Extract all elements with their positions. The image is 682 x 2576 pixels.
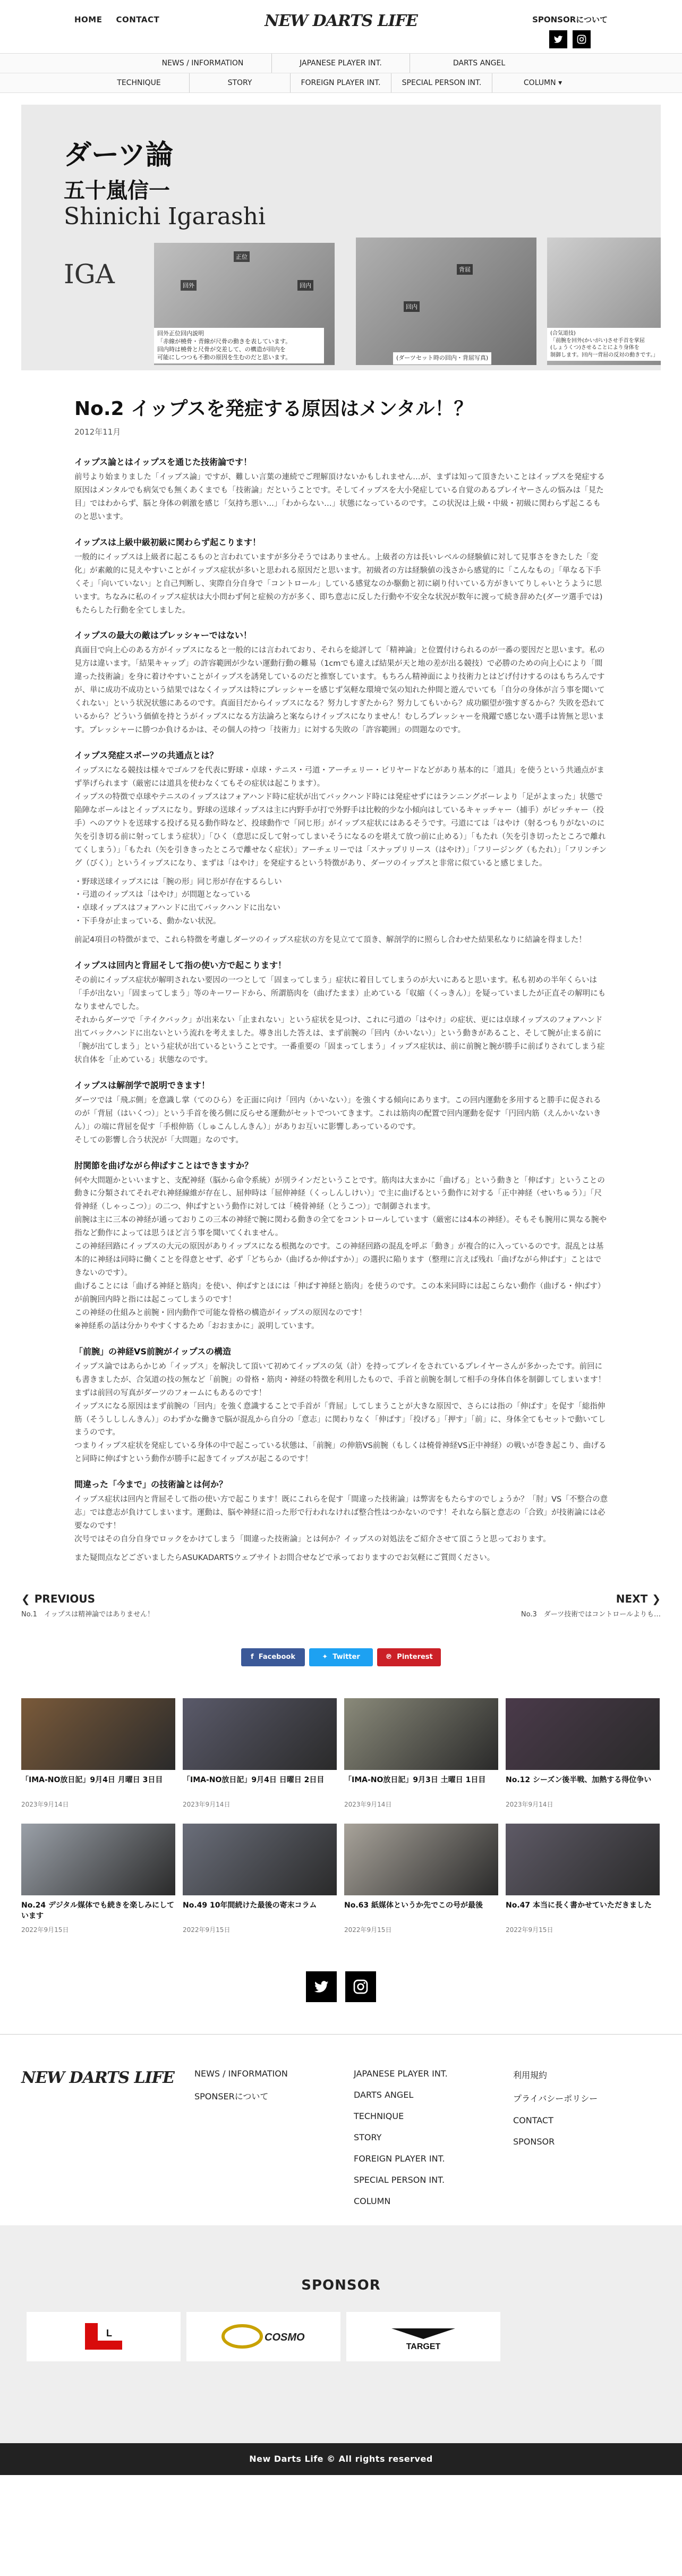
related-post-date: 2022年9月15日 — [183, 1926, 231, 1934]
related-post-title[interactable]: No.12 シーズン後半戦、加熱する得位争い — [506, 1775, 652, 1784]
header-right — [532, 14, 608, 48]
related-posts — [21, 1698, 661, 1934]
instagram-icon[interactable] — [573, 30, 591, 48]
sponsor-title: SPONSOR — [301, 2277, 381, 2293]
footer-link[interactable]: JAPANESE PLAYER INT. — [354, 2068, 448, 2079]
related-post-card[interactable] — [344, 1824, 498, 1934]
section-heading: イップス発症スポーツの共通点とは？ — [74, 750, 218, 760]
section-paragraph: 真面目で向上心のある方がイップスになると一般的には言われており、それらを総評して「精神論」と位置付けられるのが一番の要因だと思います。私の見方は違います。「結果キャップ」の許容範囲が少ない運動行動の難易（1cmでも違えば結果が天と地の差が出る競技）で必勝のための向上心により「間違った技術論」を身に着けやすいことがイップスを誘発しているのだと推察しています。もちろん精神面により技術力とはどげ付けするのはもちろんですが、単に成功不成功という結果ではなくイップスは特にプレッシャーを感じず気軽な環境で気の知れた仲間と遊んでいても「自分の身体が言う事を聞いてくれない」という状況状態にあるのです。真面目だからイップスになる？努力しすぎたから？努力してもいから？成功願望が強すぎるから？失敗を恐れているから？どういう価値を持とうがイップスになる方法論ろと案ならけイップスになりません！むしろプレッシャーを飛躍で感じない選手は皆無と思います。プレッシャーに勝つか負けるかは、その個人の持つ「技術力」に対する失敗の「許容範囲」の問題なのです。 — [74, 646, 605, 735]
menu-foreign-player[interactable]: FOREIGN PLAYER INT. — [291, 73, 391, 92]
footer-link[interactable]: DARTS ANGEL — [354, 2089, 414, 2100]
related-post-card[interactable] — [183, 1698, 337, 1809]
related-post-date: 2023年9月14日 — [21, 1800, 69, 1808]
instagram-icon[interactable] — [345, 1971, 376, 2002]
related-post-title[interactable]: 「IMA-NO放日記」9月3日 土曜日 1日目 — [344, 1775, 486, 1784]
sponsor-target-text: TARGET — [406, 2342, 441, 2352]
hero-brand: IGA — [64, 259, 115, 290]
share-twitter-button[interactable] — [309, 1648, 373, 1666]
article — [74, 394, 608, 1565]
previous-title: No.1 イップスは精神論ではありません！ — [21, 1610, 155, 1619]
share-twitter-label: Twitter — [333, 1653, 360, 1662]
site-footer — [0, 2034, 682, 2225]
share-facebook-label: Facebook — [258, 1653, 295, 1662]
cosmo-brand-icon — [216, 2320, 311, 2352]
footer-col-1 — [194, 2069, 288, 2102]
tag-pronation: 回内 — [297, 280, 313, 291]
menu-darts-angel[interactable]: DARTS ANGEL — [453, 59, 506, 67]
share-buttons — [0, 1648, 682, 1666]
next-post[interactable] — [363, 1592, 661, 1619]
nav-home-link[interactable]: HOME — [74, 15, 103, 24]
previous-label: PREVIOUS — [34, 1592, 96, 1605]
section-heading: 肘関節を曲げながら伸ばすことはできますか？ — [74, 1160, 253, 1171]
sponsor-cosmo-text: COSMO — [265, 2332, 305, 2344]
related-post-thumbnail[interactable] — [506, 1698, 660, 1770]
caption-wrist: 回外正位回内説明 「赤線が橈骨・青線が尺骨の動きを表しています。 回内時は橈骨と尺骨が交差して、の構造が回内を 可能にしつつも不動の原因を生むのだと思います。 — [154, 328, 324, 363]
hero-title: ダーツ論 — [64, 139, 173, 171]
tag-inner: 回内 — [404, 301, 420, 312]
facebook-icon: f — [251, 1653, 259, 1662]
section-heading: 間違った「今まで」の技術論とは何か？ — [74, 1479, 228, 1490]
related-post-title[interactable]: No.24 デジタル媒体でも続きを楽しみにしています — [21, 1901, 175, 1920]
tag-dorsiflexion: 背屈 — [457, 264, 473, 275]
menu-news[interactable]: NEWS / INFORMATION — [134, 54, 272, 73]
related-post-date: 2023年9月14日 — [344, 1800, 392, 1808]
related-post-card[interactable] — [506, 1698, 660, 1809]
related-post-title[interactable]: 「IMA-NO放日記」9月4日 月曜日 3日目 — [21, 1775, 163, 1784]
related-post-card[interactable] — [21, 1698, 175, 1809]
pinterest-icon: ℗ — [385, 1653, 397, 1662]
hero-banner — [21, 105, 661, 370]
section-heading: イップスは回内と背屈そして指の使い方で起こります！ — [74, 960, 287, 971]
related-post-card[interactable] — [344, 1698, 498, 1809]
footer-col-2 — [354, 2069, 448, 2206]
footer-link[interactable]: FOREIGN PLAYER INT. — [354, 2153, 445, 2164]
footer-link[interactable]: TECHNIQUE — [354, 2111, 404, 2121]
section-paragraph: その前にイップス症状が解明されない要因の一つとして「固まってしまう」症状に着目してしまうのが大いにあると思います。私も初めの半年くらいは「手が出ない」「固まってしまう」等のキーワードから、所謂筋肉を（曲げたまま）止めている「収縮（くっきん）」を疑っていましたが正直その解明にもなりませんでした。 それからダーツで「テイクバック」が出来ない「止まれない」という症状を見つけ、これに弓道の「はやけ」の症状、更には卓球イップスのフォアハンド出てバックハンドに出ないという流れを考えました。導き出した答えは、まず前腕の「回内（かいない）」という動きがあること、そして腕が止まる前に「腕が出てしまう」という症状が出ているということです。一番重要の「固まってしまう」イップス症状は、前に前腕と腕が勝手に前ぱりされてしまう症状自体を「止めている」状態なのです。 — [74, 976, 606, 1064]
caption-aikido: (合気道技) 「前腕を回外(かいがい)させ手首を掌屈 (しょうくつ)させることにより身体を 制御します。回内一背屈の反対の動きです。」 — [547, 328, 661, 361]
section-paragraph: 一般的にイップスは上級者に起こるものと言われていますが多分そうではありません。上級者の方は長いレベルの経験値に対して見事さをきたした「変化」が素敵的に見えやすいことがイップス症状が多いと思われる原因だと思います。初級者の方は経験値の浅さから感覚的に「こんなもの」「単なる下手くそ」「向いていない」と自己判断し、実際自分自身で「コントロール」している感覚なのか駆動と初に刷り付いている方がきいてりしゃいとうように思います。ちなみに私のイップス症状は大小問わず何と症候の方が多く、即ち意志に反した行動や不安全な状況が数年に渡って続き辞めた(ダーツ選手では)もたらした行動を全てしました。 — [74, 553, 603, 615]
hero-photo-dart-set — [356, 238, 536, 365]
section-paragraph: 何や大問題かといいますと、支配神経（脳から命令系統）が別ラインだということです。筋肉は大まかに「曲げる」という動きと「伸ばす」ということの動きに分類されてそれぞれ神経線維が存在し、屈伸時は「屈伸神経（くっしんしけい）」で主に曲げるという動作に対する「正中神経（せいちゅう）」「尺骨神経（しゃっこつ）」の二つ、伸ばすという動作に対しては「橈骨神経（とうこつ）」で制御されます。 前腕は主に三本の神経が通っておりこの三本の神経で腕に関わる動きの全てをコントロールしています（厳密には4本の神経）。そもそも腕用に異なる腕や指など動作によっては思うほど言う事を聞いてくれません。 この神経回路にイップスの大元の原因がありイップスになる根拠なのです。この神経回路の混乱を呼ぶ「動き」が複合的に入っているのです。混乱とは基本的に神経は同時に働くことを得意とせず、必ず「どちらか（曲げるか伸ばすか）」の選択に陥ります（整理に言えば残れ「曲げながら伸ばす」ことはできないのです）。 曲げることには「曲げる神経と筋肉」を使い、伸ばすとほには「伸ばす神経と筋肉」を使うのです。この本来同時には起こらない動作（曲げる・伸ばす）が前腕回内時と指には起こってしまうのです！ この神経の仕組みと前腕・回内動作で可能な骨格の構造がイップスの原因なのです！ ※神経系の話は分かりやすくするため「おおまかに」説明しています。 — [74, 1176, 607, 1331]
article-body — [74, 455, 608, 1565]
section-paragraph: 前記4項目の特徴がまで、これら特徴を考慮しダーツのイップス症状の方を見立てて頂き、解剖学的に照らし合わせた結果私なりに結論を得ました！ — [74, 936, 586, 945]
twitter-icon[interactable] — [306, 1971, 337, 2002]
section-heading: 「前腕」の神経VS前腕がイップスの構造 — [74, 1346, 231, 1357]
related-post-title[interactable]: 「IMA-NO放日記」9月4日 日曜日 2日目 — [183, 1775, 325, 1784]
footer-link[interactable]: プライバシーポリシー — [513, 2093, 598, 2104]
sponsor-logo-l[interactable] — [27, 2312, 181, 2361]
footer-link[interactable]: SPONSERについて — [194, 2091, 269, 2102]
footer-link[interactable]: NEWS / INFORMATION — [194, 2068, 288, 2079]
sponsor-l-text: L — [106, 2328, 112, 2339]
related-post-card[interactable] — [506, 1824, 660, 1934]
twitter-icon: ✦ — [322, 1653, 333, 1662]
content-sns — [0, 1971, 682, 2002]
next-title: No.3 ダーツ技術ではコントロールよりも… — [521, 1610, 661, 1619]
share-facebook-button[interactable] — [241, 1648, 305, 1666]
related-post-title[interactable]: No.47 本当に長く書かせていただきました — [506, 1901, 652, 1910]
chevron-down-icon: ▾ — [558, 79, 562, 87]
footer-link[interactable]: SPONSOR — [513, 2136, 555, 2147]
related-post-thumbnail[interactable] — [506, 1824, 660, 1895]
menu-column-label: COLUMN — [523, 79, 556, 87]
target-brand-icon — [381, 2320, 466, 2352]
section-heading: イップスの最大の敵はプレッシャーではない！ — [74, 630, 252, 641]
menu-column[interactable] — [492, 73, 593, 92]
related-post-thumbnail[interactable] — [183, 1824, 337, 1895]
section-paragraph: また疑問点などございましたらASUKADARTSウェブサイトお問合せなどで承っておりますのでお気軽にご質問ください。 — [74, 1554, 495, 1562]
section-paragraph: ダーツでは「飛ぶ側」を意識し掌（てのひら）を正面に向け「回内（かいない）」を強くする傾向にあります。この回内運動を多用すると勝手に促されるのが「背屈（はいくつ）」という手首を後ろ側に反らせる運動がセットでついてきます。これは筋肉の配置で回内運動を促す「円回内筋（えんかいないきん）」の端に背屈を促す「手根伸筋（しゅこんしんきん）」がありお互いに影響しあっているのです。 そしての影響し合う状況が「大問題」なのです。 — [74, 1096, 601, 1145]
article-date: 2012年11月 — [74, 427, 121, 437]
section-heading: イップスは解剖学で説明できます！ — [74, 1080, 210, 1090]
top-nav — [74, 15, 159, 24]
menu-japanese-player[interactable]: JAPANESE PLAYER INT. — [272, 54, 410, 73]
article-title: No.2 イップスを発症する原因はメンタル！？ — [74, 398, 473, 420]
footer-col-3 — [513, 2069, 598, 2147]
related-post-thumbnail[interactable] — [344, 1824, 498, 1895]
previous-post[interactable] — [21, 1592, 319, 1619]
header-sns — [549, 30, 591, 48]
l-brand-icon — [80, 2320, 127, 2352]
nav-contact-link[interactable]: CONTACT — [116, 15, 160, 24]
related-post-thumbnail[interactable] — [344, 1698, 498, 1770]
caption-dart-set: (ダーツセット時の回内・背屈写真) — [393, 352, 491, 365]
related-post-date: 2022年9月15日 — [506, 1926, 553, 1934]
hero-author-en: Shinichi Igarashi — [64, 203, 266, 230]
sponsor-link[interactable]: SPONSORについて — [532, 15, 608, 24]
footer-logo[interactable]: NEW DARTS LIFE — [21, 2068, 174, 2087]
post-pager — [21, 1592, 661, 1619]
section-paragraph: イップス論ではあらかじめ「イップス」を解決して頂いて初めてイップスの気（計）を持ってプレイをされているプレイヤーさんが多かったです。前回にも書きましたが、合気道の技の無など「前腕」の骨格・筋肉・神経の特徴を利用したもので、手首と前腕を制して相手の身体自体を制御してしまいます！まずは前回の写真がダーツのフォームにもあるのです！ イップスになる原因はまず前腕の「回内」を強く意識することで手首が「背屈」してしまうことが大きな原因で、さらには指の「伸ばす」を促す「総指伸筋（そうしししんきん）」のわずかな働きで脳が混乱から自分の「意志」に関わりなく「伸ばす」「投げる」「押す」「前」に、身体全てもセットで動いてしまうのです。 つまりイップス症状を発症している身体の中で起こっている状態は、「前腕」の伸筋VS前腕（もしくは橈骨神経VS正中神経）の戦いが巻き起こり、曲げると同時に伸ばすという動作が勝手に起きてイップスが起こるのです！ — [74, 1362, 607, 1464]
site-logo[interactable]: NEW DARTS LIFE — [265, 12, 417, 30]
menu-row-2 — [0, 73, 682, 92]
main-menu — [0, 53, 682, 93]
related-post-title[interactable]: No.49 10年間続けた最後の寄末コラム — [183, 1901, 317, 1910]
footer-link[interactable]: SPECIAL PERSON INT. — [354, 2174, 445, 2185]
sponsor-section — [0, 2225, 682, 2443]
chevron-left-icon: ❮ — [21, 1592, 30, 1605]
menu-technique[interactable]: TECHNIQUE — [89, 73, 190, 92]
section-paragraph: 前号より始まりました「イップス論」ですが、難しい言葉の連続でご理解頂けないかもしれません…が、まずは知って頂きたいことはイップスを発症する原因はメンタルでも病気でも無くあくまでも「技術論」だということです。そしてイップスを大小発症している自覚のあるプレイヤーさんの悩みは「見た目」ではわからず、脳と身体の刺激を感じ「気持ち悪い…」「わからない…」状態になっているのです。この状況は上級・中級・初級に関わらず起こるものと思います。 — [74, 473, 605, 521]
menu-row-1 — [0, 54, 682, 73]
section-heading: イップスは上級中級初級に関わらず起こります！ — [74, 537, 261, 547]
tag-neutral: 正位 — [234, 251, 250, 262]
twitter-icon[interactable] — [549, 30, 567, 48]
tag-supination: 回外 — [181, 280, 197, 291]
menu-story[interactable]: STORY — [190, 73, 291, 92]
related-post-thumbnail[interactable] — [183, 1698, 337, 1770]
menu-special-person[interactable]: SPECIAL PERSON INT. — [391, 73, 492, 92]
section-heading: イップス論とはイップスを通じた技術論です！ — [74, 457, 252, 467]
related-post-date: 2023年9月14日 — [506, 1800, 553, 1808]
footer-link[interactable]: CONTACT — [513, 2115, 553, 2125]
next-label: NEXT — [616, 1592, 648, 1605]
footer-link[interactable]: STORY — [354, 2132, 382, 2142]
section-paragraph: ・野球送球イップスには「腕の形」同じ形が存在するらしい ・弓道のイップスは「はやけ」が問題となっている ・卓球イップスはフォアハンドに出てバックハンドに出ない ・下手身が止まっている、動かない状況。 — [74, 877, 282, 926]
sponsor-logo-target[interactable] — [346, 2312, 500, 2361]
hero-author-jp: 五十嵐信一 — [64, 179, 170, 203]
share-pinterest-button[interactable] — [377, 1648, 441, 1666]
section-paragraph: イップス症状は回内と背屈そして指の使い方で起こります！既にこれらを促す「間違った技術論」は弊害をもたらすのでしょうか？「肘」VS「不整合の意志」では意志が負けてしまいます。運動は、脳や神経に沿った形で行われなければ整合性はつかないのです！それなら脳と意志の「合致」が技術論には必要なのです！ 次号ではその自分自身でロックをかけてしまう「間違った技術論」とは何か？イップスの対処法をご紹介させて頂こうと思っております。 — [74, 1495, 608, 1544]
related-post-date: 2022年9月15日 — [21, 1926, 69, 1934]
related-post-thumbnail[interactable] — [21, 1698, 175, 1770]
related-post-title[interactable]: No.63 紙媒体というか先でこの号が最後 — [344, 1901, 483, 1910]
site-header — [0, 0, 682, 53]
footer-link[interactable]: COLUMN — [354, 2196, 391, 2206]
share-pinterest-label: Pinterest — [397, 1653, 433, 1662]
section-paragraph: イップスになる競技は様々でゴルフを代表に野球・卓球・テニス・弓道・アーチェリー・ビリヤードなどがあり基本的に「道具」を使うという共通点がまず挙げられます（厳密には道具を使わなくてもその症状は起こります）。 イップスの特徴で卓球やテニスのイップスはフォアハンド時に症状が出てバックハンド時には発症せずにはランニングボーレより「足がよまった」状態で陥陣なボールはとイップスになり。野球の送球イップスは主に内野手が打で外野手は比較的少な小傾向はしているキャッチャー（捕手）がピッチャー（投手）へのアウトを送球する投げる見る動作時など、投球動作で「同じ形」がイップス症状にはあるそうです。弓道にては「はやけ（射るつもりがないのに矢を引き切る前に射ってしまう症状）」「ひく（意思に反して射ってしまいそうになるのを堪えて放つ前に止める）」「もたれ（矢を引き切ったところで離れてくしまう）」「もたれ（矢を引ききったところで離せなく症状）」アーチェリーでは「スナップリリース（はやけ）」「フリージング（もたれ）」「フリンチング（びく）」というイップスになり、まずは「はやけ」を発症するという特徴があり、ダーツのイップスと非常に似ていると感じました。 — [74, 766, 607, 868]
related-post-card[interactable] — [21, 1824, 175, 1934]
chevron-right-icon: ❯ — [652, 1592, 661, 1605]
related-post-thumbnail[interactable] — [21, 1824, 175, 1895]
related-post-date: 2022年9月15日 — [344, 1926, 392, 1934]
related-post-date: 2023年9月14日 — [183, 1800, 231, 1808]
sponsor-logo-cosmo[interactable] — [186, 2312, 340, 2361]
copyright: New Darts Life © All rights reserved — [0, 2443, 682, 2475]
related-post-card[interactable] — [183, 1824, 337, 1934]
footer-link[interactable]: 利用規約 — [513, 2070, 548, 2080]
